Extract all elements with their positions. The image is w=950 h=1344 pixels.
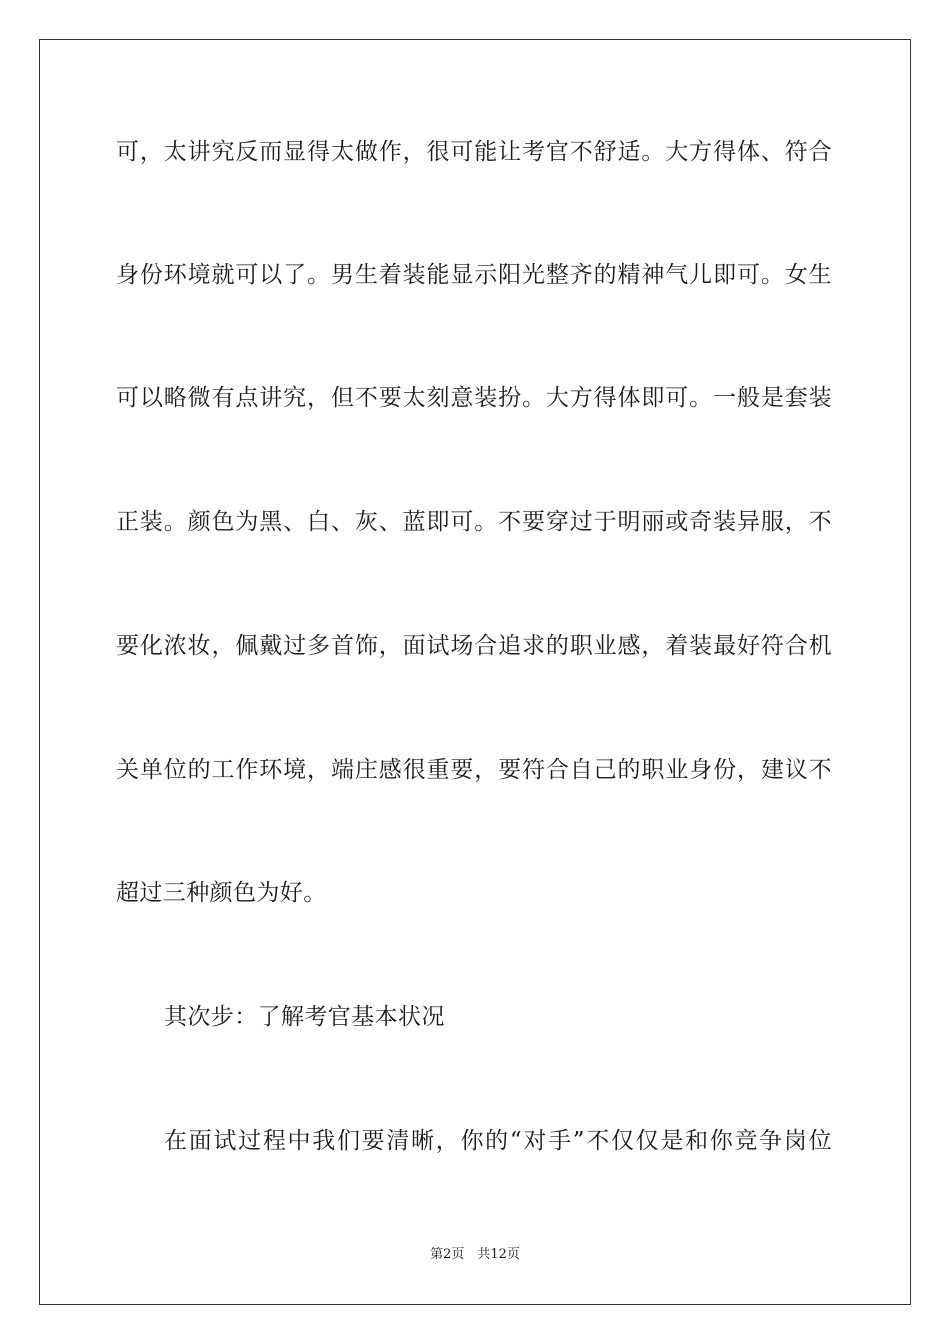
page-number-footer: 第2页 共12页 [430,1247,520,1262]
body-text-line-4: 正装。颜色为黑、白、灰、蓝即可。不要穿过于明丽或奇装异服，不 [116,509,832,535]
body-text-line-6: 关单位的工作环境，端庄感很重要，要符合自己的职业身份，建议不 [116,757,832,783]
body-text-line-2: 身份环境就可以了。男生着装能显示阳光整齐的精神气儿即可。女生 [116,262,832,288]
body-text-line-7: 超过三种颜色为好。 [116,880,327,906]
section-heading: 其次步：了解考官基本状况 [164,1004,445,1030]
page-border [39,39,911,1305]
body-text-line-1: 可，太讲究反而显得太做作，很可能让考官不舒适。大方得体、符合 [116,139,832,165]
body-text-line-5: 要化浓妆，佩戴过多首饰，面试场合追求的职业感，着装最好符合机 [116,633,832,659]
body-text-line-9: 在面试过程中我们要清晰，你的“对手”不仅仅是和你竞争岗位 [164,1128,832,1154]
body-text-line-3: 可以略微有点讲究，但不要太刻意装扮。大方得体即可。一般是套装 [116,385,832,411]
